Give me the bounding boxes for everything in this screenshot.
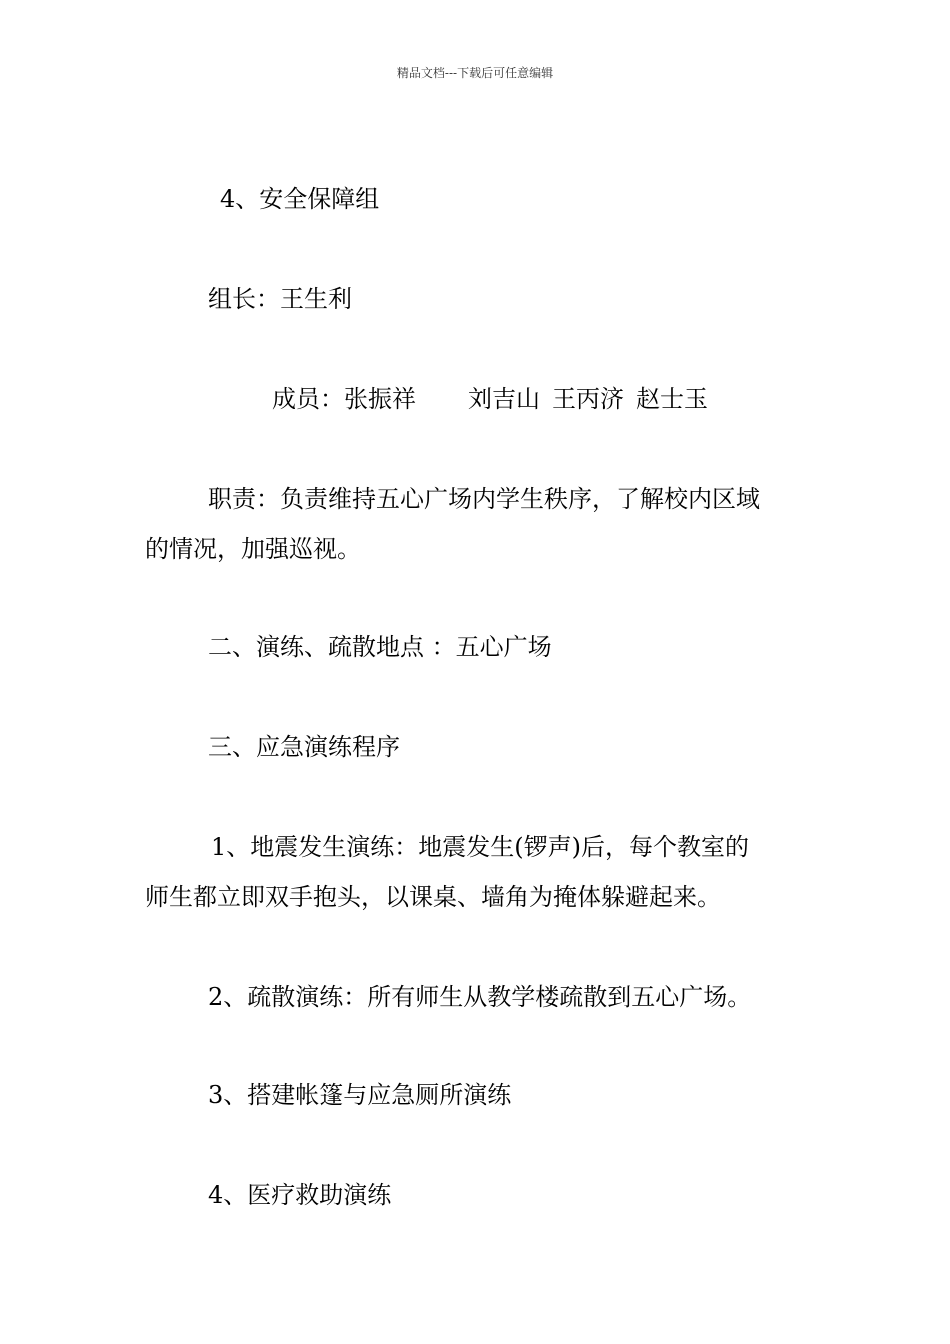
step3-line: 3、搭建帐篷与应急厕所演练 [208,1081,512,1109]
step2-line: 2、疏散演练：所有师生从教学楼疏散到五心广场。 [208,983,752,1011]
step4-line: 4、医疗救助演练 [208,1181,392,1209]
page-header: 精品文档---下载后可任意编辑 [396,66,554,80]
section-title-security-group: 4、安全保障组 [220,185,380,213]
member-name: 赵士玉 [636,385,708,413]
group-members-line [272,384,708,414]
member-name: 刘吉山 [468,385,540,413]
group-leader-line: 组长：王生利 [208,285,352,313]
drill-procedure-heading: 三、应急演练程序 [208,733,400,761]
step1-line-1: 1、地震发生演练：地震发生(锣声)后，每个教室的 [211,833,749,861]
duty-paragraph-line-1: 职责：负责维持五心广场内学生秩序，了解校内区域 [208,485,760,513]
drill-location-heading: 二、演练、疏散地点 ：五心广场 [208,633,552,661]
duty-paragraph-line-2: 的情况，加强巡视。 [145,535,361,563]
member-name: 王丙济 [552,385,624,413]
members-label: 成员：张振祥 [272,385,416,413]
step1-line-2: 师生都立即双手抱头，以课桌、墙角为掩体躲避起来。 [145,883,721,911]
